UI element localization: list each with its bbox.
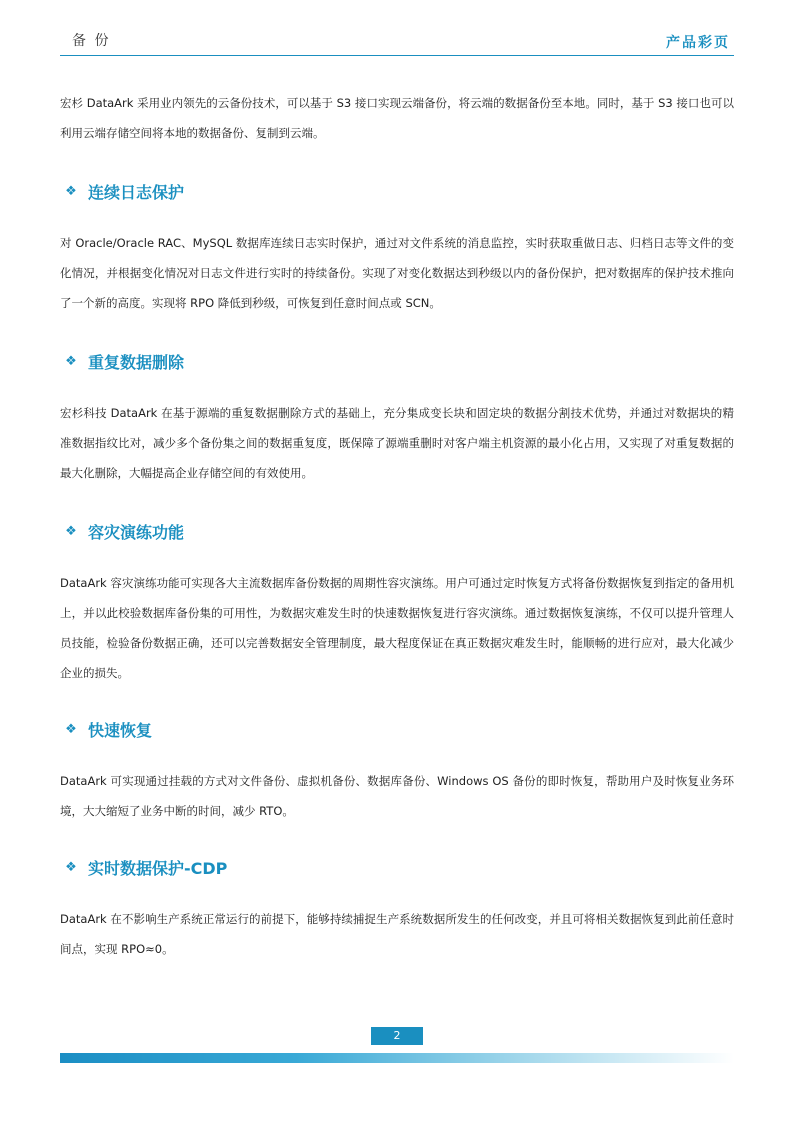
page-number: 2: [371, 1027, 423, 1045]
section-heading: [60, 712, 734, 746]
section-heading-text: 容灾演练功能: [88, 522, 185, 542]
section-heading-text: 连续日志保护: [88, 182, 185, 202]
section-deduplication: [60, 344, 734, 488]
section-heading: [60, 174, 734, 208]
diamond-bullet-icon: ❖: [65, 523, 77, 539]
section-heading-text: 重复数据删除: [88, 352, 185, 372]
page-content: [60, 88, 734, 964]
header-divider: [60, 55, 734, 56]
section-continuous-log-protection: [60, 174, 734, 318]
section-cdp: [60, 850, 734, 964]
section-heading: [60, 850, 734, 884]
section-body: 对 Oracle/Oracle RAC、MySQL 数据库连续日志实时保护，通过对文件系统的消息监控，实时获取重做日志、归档日志等文件的变化情况，并根据变化情况对日志文件进行实时的持续备份。实现了对变化数据达到秒级以内的备份保护，把对数据库的保护技术推向了一个新的高度。实现将 RPO 降低到秒级，可恢复到任意时间点或 SCN。: [60, 236, 734, 310]
section-body: DataArk 可实现通过挂载的方式对文件备份、虚拟机备份、数据库备份、Windows OS 备份的即时恢复，帮助用户及时恢复业务环境，大大缩短了业务中断的时间，减少 RTO。: [60, 774, 734, 818]
section-fast-recovery: [60, 712, 734, 826]
footer-gradient-bar: [60, 1053, 734, 1063]
section-body: DataArk 容灾演练功能可实现各大主流数据库备份数据的周期性容灾演练。用户可通过定时恢复方式将备份数据恢复到指定的备用机上，并以此校验数据库备份集的可用性，为数据灾难发生时的快速数据恢复进行容灾演练。通过数据恢复演练，不仅可以提升管理人员技能，检验备份数据正确，还可以完善数据安全管理制度，最大程度保证在真正数据灾难发生时，能顺畅的进行应对，最大化减少企业的损失。: [60, 576, 734, 680]
section-heading: [60, 344, 734, 378]
diamond-bullet-icon: ❖: [65, 353, 77, 369]
section-body: 宏杉科技 DataArk 在基于源端的重复数据删除方式的基础上，充分集成变长块和固定块的数据分割技术优势，并通过对数据块的精准数据指纹比对，减少多个备份集之间的数据重复度，既保障了源端重删时对客户端主机资源的最小化占用，又实现了对重复数据的最大化删除，大幅提高企业存储空间的有效使用。: [60, 406, 734, 480]
section-heading: [60, 514, 734, 548]
section-body: DataArk 在不影响生产系统正常运行的前提下，能够持续捕捉生产系统数据所发生的任何改变，并且可将相关数据恢复到此前任意时间点，实现 RPO≈0。: [60, 912, 734, 956]
header-brochure-title: 产品彩页: [666, 35, 730, 51]
section-heading-text: 实时数据保护-CDP: [88, 858, 228, 878]
diamond-bullet-icon: ❖: [65, 859, 77, 875]
diamond-bullet-icon: ❖: [65, 721, 77, 737]
diamond-bullet-icon: ❖: [65, 183, 77, 199]
header-category-title: 备 份: [72, 33, 111, 49]
intro-paragraph: 宏杉 DataArk 采用业内领先的云备份技术，可以基于 S3 接口实现云端备份，将云端的数据备份至本地。同时，基于 S3 接口也可以利用云端存储空间将本地的数据备份、复制到云端。: [60, 96, 734, 140]
section-heading-text: 快速恢复: [88, 720, 153, 740]
section-disaster-recovery-drill: [60, 514, 734, 688]
